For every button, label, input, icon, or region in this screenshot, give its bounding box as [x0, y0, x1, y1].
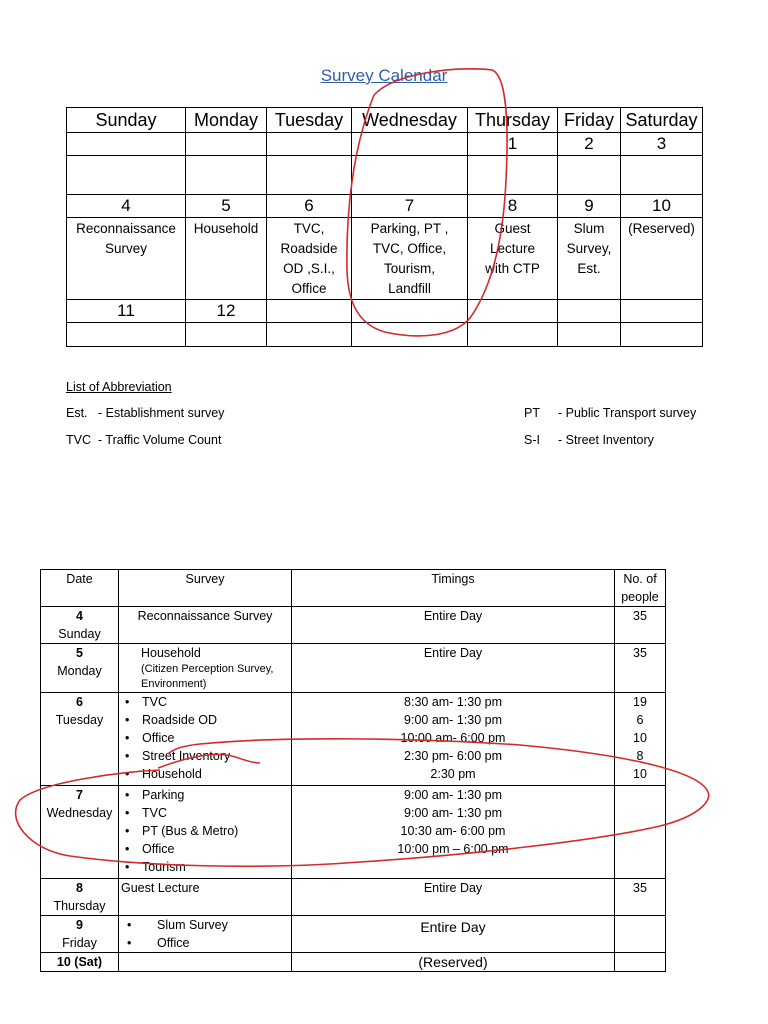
- date-cell: 8: [468, 195, 558, 218]
- list-item: • Parking: [125, 786, 289, 804]
- timing: Entire Day: [423, 609, 483, 623]
- abbr-est-text: - Establishment survey: [98, 406, 225, 420]
- date-cell: 7: [352, 195, 468, 218]
- day-header-thursday: Thursday: [468, 108, 558, 133]
- event-line: (Reserved): [628, 221, 695, 236]
- date-day: Wednesday: [46, 806, 113, 820]
- date-cell: 5: [186, 195, 267, 218]
- list-item: • TVC: [125, 804, 289, 822]
- event-line: Survey: [104, 241, 148, 256]
- timing: 10:00 am- 6:00 pm: [400, 731, 506, 745]
- list-item: • PT (Bus & Metro): [125, 822, 289, 840]
- date-label: 10 (Sat): [56, 955, 103, 969]
- event-line: Reconnaissance: [76, 221, 176, 236]
- header-timings: Timings: [292, 570, 615, 607]
- date-cell: 11: [67, 300, 186, 323]
- list-item: • Street Inventory: [125, 747, 289, 765]
- people-count: 10: [633, 767, 647, 781]
- header-survey: Survey: [119, 570, 292, 607]
- wednesday-circle-mark: [347, 69, 507, 336]
- timing: Entire Day: [423, 646, 483, 660]
- event-line: OD ,S.I.,: [283, 261, 335, 276]
- event-line: with CTP: [485, 261, 540, 276]
- event-line: Office: [291, 281, 327, 296]
- date-cell: 4: [67, 195, 186, 218]
- event-line: TVC, Office,: [372, 241, 447, 256]
- event-line: Tourism,: [383, 261, 435, 276]
- date-number: 8: [76, 881, 83, 895]
- abbr-pt-text: - Public Transport survey: [558, 406, 697, 420]
- date-day: Tuesday: [55, 713, 104, 727]
- date-day: Thursday: [53, 899, 106, 913]
- abbr-est: Est.: [66, 406, 88, 420]
- date-cell: 3: [621, 133, 703, 156]
- street-inventory-strike-mark: [158, 755, 260, 769]
- day-header-tuesday: Tuesday: [267, 108, 352, 133]
- abbr-tvc-text: - Traffic Volume Count: [98, 433, 222, 447]
- event-line: TVC,: [293, 221, 325, 236]
- survey-cell: Reconnaissance Survey: [119, 607, 292, 644]
- people-count: 8: [636, 749, 644, 763]
- header-date: Date: [41, 570, 119, 607]
- timing: 10:30 am- 6:00 pm: [400, 824, 506, 838]
- event-line: Survey,: [566, 241, 612, 256]
- event-line: Lecture: [489, 241, 536, 256]
- date-cell: 9: [558, 195, 621, 218]
- timing: 9:00 am- 1:30 pm: [404, 713, 502, 727]
- list-item: • Office: [125, 840, 289, 858]
- survey-cell: Guest Lecture: [119, 879, 292, 916]
- list-item: • Household: [125, 765, 289, 783]
- people-count: 10: [633, 731, 647, 745]
- date-day: Sunday: [58, 627, 101, 641]
- timing: (Reserved): [418, 954, 488, 970]
- people-count: 6: [636, 713, 644, 727]
- day-header-monday: Monday: [186, 108, 267, 133]
- people-count: 35: [633, 881, 647, 895]
- header-people-line: people: [621, 590, 659, 604]
- date-number: 9: [76, 918, 83, 932]
- date-cell: 6: [267, 195, 352, 218]
- timing: 2:30 pm: [430, 767, 476, 781]
- date-cell: 10: [621, 195, 703, 218]
- date-cell: 2: [558, 133, 621, 156]
- event-line: Est.: [577, 261, 601, 276]
- timing: 8:30 am- 1:30 pm: [404, 695, 502, 709]
- abbr-pt: PT: [524, 406, 540, 420]
- timing: 9:00 am- 1:30 pm: [404, 788, 502, 802]
- list-item: • TVC: [125, 693, 289, 711]
- date-number: 6: [76, 695, 83, 709]
- list-item: • Office: [127, 934, 289, 952]
- wednesday-row-circle-mark: [16, 739, 709, 866]
- list-item: • Office: [125, 729, 289, 747]
- abbr-tvc: TVC: [66, 433, 91, 447]
- date-cell: 1: [468, 133, 558, 156]
- event-line: Slum: [573, 221, 605, 236]
- event-line: Landfill: [388, 281, 431, 296]
- people-count: 35: [633, 609, 647, 623]
- date-number: 7: [76, 788, 83, 802]
- abbr-si: S-I: [524, 433, 540, 447]
- survey-name: Household: [141, 646, 201, 660]
- timing: 10:00 pm – 6:00 pm: [397, 842, 509, 856]
- date-day: Friday: [62, 936, 97, 950]
- date-cell: 12: [186, 300, 267, 323]
- list-item: • Tourism: [125, 858, 289, 876]
- timing: Entire Day: [423, 881, 483, 895]
- people-count: 35: [633, 646, 647, 660]
- timing: 9:00 am- 1:30 pm: [404, 806, 502, 820]
- date-number: 5: [76, 646, 83, 660]
- day-header-sunday: Sunday: [67, 108, 186, 133]
- event-line: Parking, PT ,: [370, 221, 449, 236]
- event-line: Household: [193, 221, 259, 236]
- survey-note: (Citizen Perception Survey, Environment): [141, 663, 274, 690]
- list-item: • Slum Survey: [127, 916, 289, 934]
- day-header-wednesday: Wednesday: [352, 108, 468, 133]
- timing: Entire Day: [420, 919, 486, 935]
- date-number: 4: [76, 609, 83, 623]
- list-item: • Roadside OD: [125, 711, 289, 729]
- header-people-line: No. of: [623, 572, 657, 586]
- event-line: Guest: [494, 221, 531, 236]
- page-title: Survey Calendar: [320, 66, 448, 85]
- abbr-si-text: - Street Inventory: [558, 433, 654, 447]
- timing: 2:30 pm- 6:00 pm: [404, 749, 502, 763]
- abbreviation-title: List of Abbreviation: [66, 380, 172, 394]
- day-header-saturday: Saturday: [621, 108, 703, 133]
- people-count: 19: [633, 695, 647, 709]
- day-header-friday: Friday: [558, 108, 621, 133]
- date-day: Monday: [57, 664, 102, 678]
- event-line: Roadside: [280, 241, 338, 256]
